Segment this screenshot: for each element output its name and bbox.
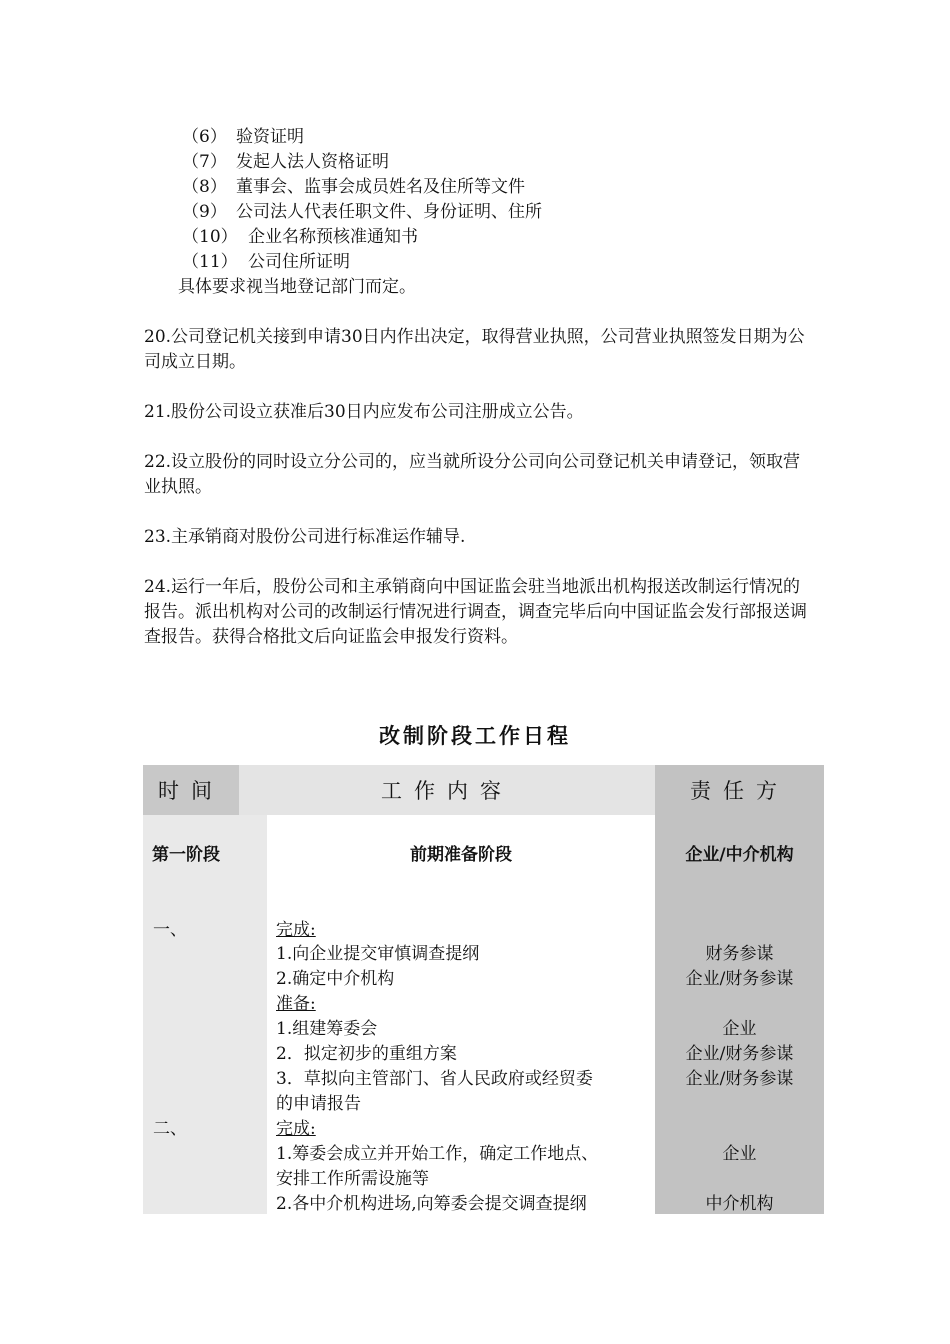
party-item: 企业 xyxy=(722,1144,757,1164)
paragraph-23: 23.主承销商对股份公司进行标准运作辅导. xyxy=(144,527,466,547)
content-item: 安排工作所需设施等 xyxy=(276,1169,429,1189)
note-text: 具体要求视当地登记部门而定。 xyxy=(178,277,416,297)
party-item: 企业/财务参谋 xyxy=(685,1069,794,1089)
party-item: 中介机构 xyxy=(705,1194,774,1214)
content-item: 3．草拟向主管部门、省人民政府或经贸委 xyxy=(276,1069,593,1089)
content-item: 2．拟定初步的重组方案 xyxy=(276,1044,457,1064)
list-item: （10） 企业名称预核准通知书 xyxy=(182,227,418,247)
paragraph-21: 21.股份公司设立获准后30日内应发布公司注册成立公告。 xyxy=(144,402,584,422)
stage-party: 企业/中介机构 xyxy=(685,845,794,865)
content-item: 1.组建筹委会 xyxy=(276,1019,378,1039)
schedule-table xyxy=(143,765,824,1214)
schedule-title: 改制阶段工作日程 xyxy=(379,724,571,748)
header-content: 工作内容 xyxy=(239,765,655,815)
content-item: 2.确定中介机构 xyxy=(276,969,395,989)
content-prep-label: 准备: xyxy=(276,994,316,1014)
content-item: 2.各中介机构进场,向筹委会提交调查提纲 xyxy=(276,1194,587,1214)
content-done-label: 完成: xyxy=(276,920,316,940)
paragraph-24: 24.运行一年后，股份公司和主承销商向中国证监会驻当地派出机构报送改制运行情况的报告。派出机构对公司的改制运行情况进行调查，调查完毕后向中国证监会发行部报送调查报告。获得合格批文后向证监会申报发行资料。 xyxy=(144,577,807,647)
header-time: 时间 xyxy=(143,765,239,815)
list-item: （9） 公司法人代表任职文件、身份证明、住所 xyxy=(182,202,542,222)
list-item: （6） 验资证明 xyxy=(182,127,304,147)
content-item: 1.向企业提交审慎调查提纲 xyxy=(276,944,480,964)
stage-time: 第一阶段 xyxy=(152,845,220,865)
row-time-1: 一、 xyxy=(153,920,187,940)
list-item: （8） 董事会、监事会成员姓名及住所等文件 xyxy=(182,177,525,197)
party-item: 企业 xyxy=(722,1019,757,1039)
row-time-2: 二、 xyxy=(153,1119,187,1139)
header-party: 责任方 xyxy=(655,765,824,815)
party-item: 企业/财务参谋 xyxy=(685,1044,794,1064)
content-done-label: 完成: xyxy=(276,1119,316,1139)
time-column xyxy=(143,765,267,1214)
paragraph-22: 22.设立股份的同时设立分公司的，应当就所设分公司向公司登记机关申请登记，领取营业执照。 xyxy=(144,452,801,497)
list-item: （7） 发起人法人资格证明 xyxy=(182,152,389,172)
party-item: 企业/财务参谋 xyxy=(685,969,794,989)
party-item: 财务参谋 xyxy=(705,944,774,964)
content-item: 的申请报告 xyxy=(276,1094,361,1114)
stage-content: 前期准备阶段 xyxy=(410,845,512,865)
list-item: （11） 公司住所证明 xyxy=(182,252,350,272)
paragraph-20: 20.公司登记机关接到申请30日内作出决定，取得营业执照，公司营业执照签发日期为公司成立日期。 xyxy=(144,327,805,372)
content-item: 1.筹委会成立并开始工作，确定工作地点、 xyxy=(276,1144,599,1164)
